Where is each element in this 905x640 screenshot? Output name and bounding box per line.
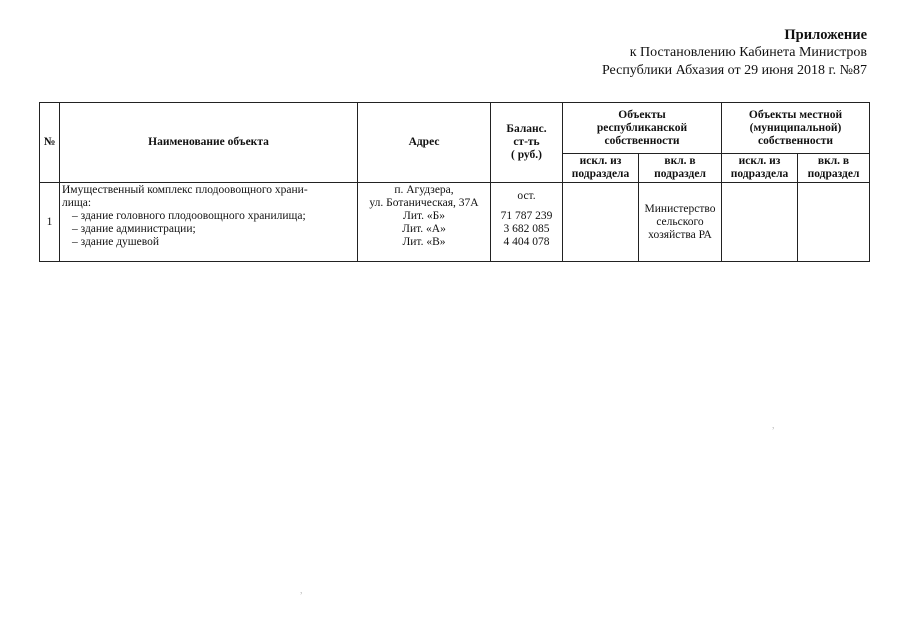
row-balance-item: 71 787 239 <box>500 210 553 222</box>
header-rep-incl <box>639 154 722 183</box>
row-balance-head: ост. <box>517 190 536 202</box>
row-balance <box>491 183 563 262</box>
row-address-item: Лит. «А» <box>402 223 446 235</box>
header-rep-excl-l2: подраздела <box>571 168 630 180</box>
header-balance-line1: Баланс. <box>506 123 547 135</box>
row-address-l1: п. Агудзера, <box>394 184 454 196</box>
row-rep-incl-l2: сельского <box>656 215 704 228</box>
row-address-item: Лит. «Б» <box>403 210 445 222</box>
row-name-title-l2: лища: <box>62 197 92 209</box>
header-mun-excl-l2: подраздела <box>730 168 789 180</box>
row-num: 1 <box>40 183 60 262</box>
header-name: Наименование объекта <box>60 103 358 183</box>
header-mun-incl-l2: подраздел <box>807 168 860 180</box>
header-mun-incl-l1: вкл. в <box>817 155 850 167</box>
header-mun-line2: (муниципальной) <box>749 121 842 134</box>
appendix-title: Приложение <box>784 27 867 43</box>
row-address <box>358 183 491 262</box>
document-header <box>602 26 867 80</box>
row-balance-item: 4 404 078 <box>503 236 550 248</box>
scan-speck: , <box>300 585 303 596</box>
header-balance-line3: ( руб.) <box>510 149 542 161</box>
header-mun-incl <box>798 154 870 183</box>
header-num: № <box>40 103 60 183</box>
header-balance-line2: ст-ть <box>513 136 540 148</box>
scan-speck: , <box>772 420 775 431</box>
row-name-title-l1: Имущественный комплекс плодоовощного храни- <box>62 184 308 196</box>
header-rep-line2: республиканской <box>596 121 688 134</box>
row-mun-excl <box>722 183 798 262</box>
header-address: Адрес <box>358 103 491 183</box>
header-mun-line3: собственности <box>757 134 834 147</box>
header-mun-line1: Объекты местной <box>748 108 843 121</box>
row-rep-incl-l1: Министерство <box>644 202 716 215</box>
row-name-item: – здание администрации; <box>72 223 196 235</box>
header-rep-line1: Объекты <box>618 108 666 121</box>
header-rep-line3: собственности <box>604 134 680 147</box>
header-mun-excl-l1: искл. из <box>738 155 781 167</box>
header-line-2: Республики Абхазия от 29 июня 2018 г. №87 <box>601 63 867 78</box>
row-name <box>60 183 358 262</box>
row-name-item: – здание головного плодоовощного хранилища; <box>72 210 306 222</box>
header-rep-incl-l2: подраздел <box>654 168 706 180</box>
row-address-l2: ул. Ботаническая, 37А <box>369 197 479 209</box>
header-rep-incl-l1: вкл. в <box>664 155 696 167</box>
row-rep-excl <box>563 183 639 262</box>
table-row <box>40 183 870 262</box>
row-balance-item: 3 682 085 <box>503 223 550 235</box>
header-mun-excl <box>722 154 798 183</box>
header-balance <box>491 103 563 183</box>
row-mun-incl <box>798 183 870 262</box>
header-line-1: к Постановлению Кабинета Министров <box>629 45 867 60</box>
row-rep-incl <box>639 183 722 262</box>
header-rep-excl-l1: искл. из <box>579 155 622 167</box>
row-rep-incl-l3: хозяйства РА <box>648 228 712 241</box>
objects-table <box>39 102 870 262</box>
header-municipal-group <box>722 103 870 154</box>
row-name-item: – здание душевой <box>72 236 160 248</box>
row-address-item: Лит. «В» <box>402 236 446 248</box>
header-republican-group <box>563 103 722 154</box>
header-rep-excl <box>563 154 639 183</box>
